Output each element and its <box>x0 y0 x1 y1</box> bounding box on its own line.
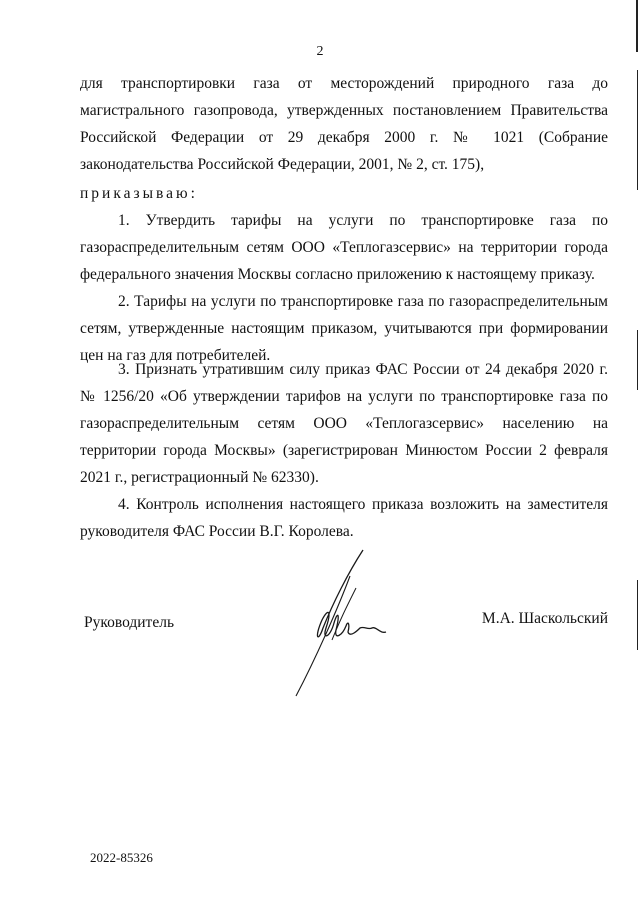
item-4: 4. Контроль исполнения настоящего приказа возложить на заместителя руководителя ФАС России В.Г. Королева. <box>80 496 608 540</box>
scan-edge-mark <box>636 0 638 52</box>
page-number: 2 <box>316 44 324 59</box>
signatory-role: Руководитель <box>84 614 175 631</box>
item-3: 3. Признать утратившим силу приказ ФАС России от 24 декабря 2020 г. № 1256/20 «Об утверждении тарифов на услуги по транспортировке газа по газораспределительным сетям ООО «Теплогазсервис» населению на территории города Москвы» (зарегистрирован Минюстом России 2 февраля 2021 г., регистрационный № 62330). <box>80 361 608 486</box>
document-number: 2022-85326 <box>90 850 153 865</box>
scan-edge-mark <box>637 330 638 390</box>
signatory-name: М.А. Шаскольский <box>481 610 608 627</box>
item-2: 2. Тарифы на услуги по транспортировке газа по газораспределительным сетям, утвержденные настоящим приказом, учитываются при формировании цен на газ для потребителей. <box>80 293 608 364</box>
scan-edge-mark <box>637 70 638 190</box>
handwritten-signature <box>288 548 398 698</box>
item-1: 1. Утвердить тарифы на услуги по транспортировке газа по газораспределительным сетям ООО «Теплогазсервис» на территории города федерального значения Москвы согласно приложению к настоящему приказу. <box>80 212 608 283</box>
scan-edge-mark <box>637 580 638 650</box>
order-word: приказываю: <box>80 185 198 202</box>
intro-paragraph: для транспортировки газа от месторождений природного газа до магистрального газопровода, утвержденных постановлением Правительства Российской Федерации от 29 декабря 2000 г. № 1021 (Собрание законодательства Российской Федерации, 2001, № 2, ст. 175), <box>80 75 608 173</box>
